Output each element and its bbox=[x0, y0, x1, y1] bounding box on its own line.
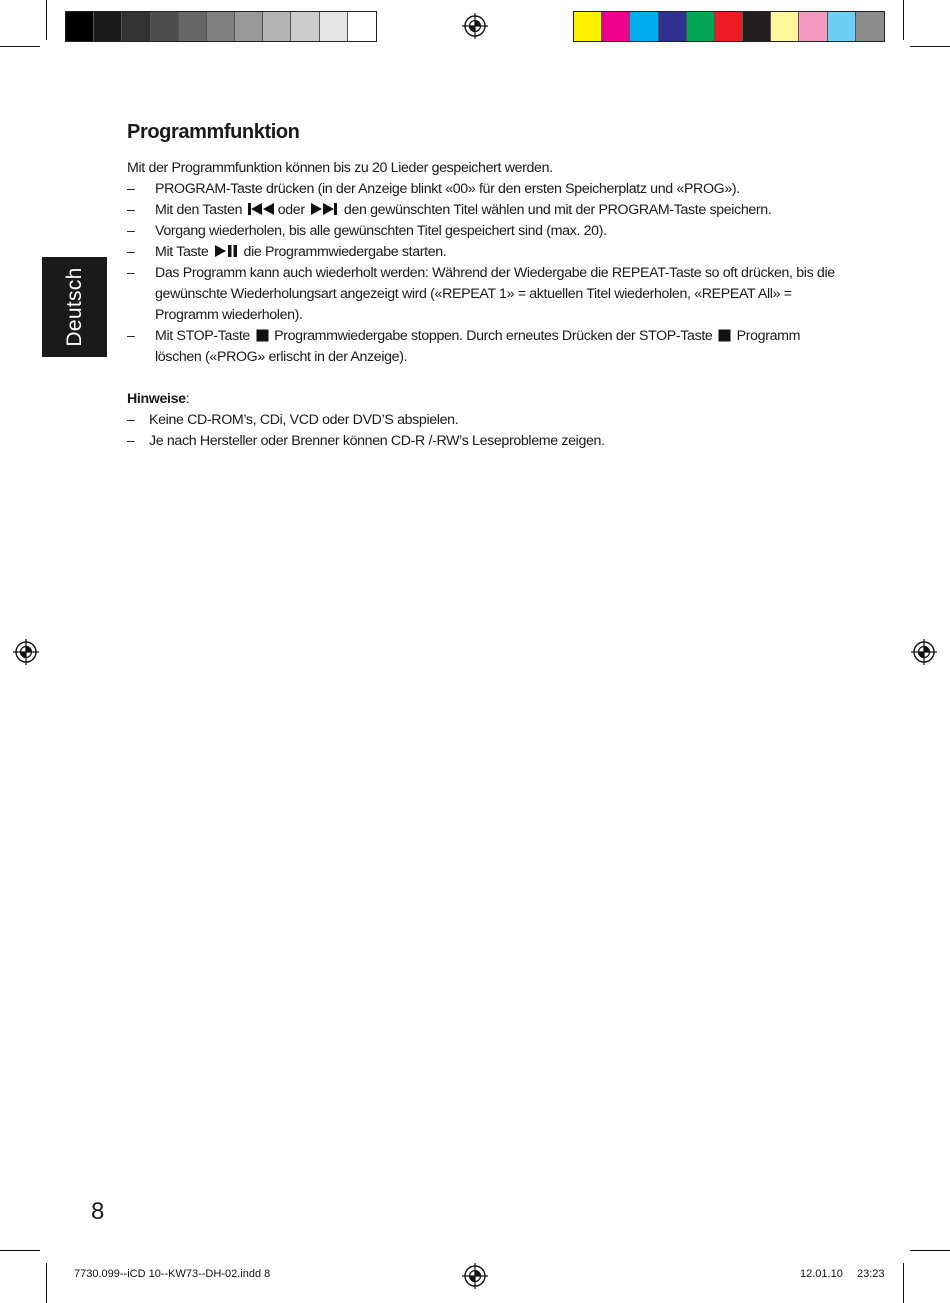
color-swatch bbox=[207, 12, 235, 41]
registration-mark-icon bbox=[13, 639, 39, 665]
step-text: Programm löschen («PROG» erlischt in der Anzeige). bbox=[155, 328, 801, 365]
skip-previous-icon bbox=[248, 202, 276, 216]
steps-list bbox=[127, 179, 847, 368]
list-dash: – bbox=[127, 265, 135, 281]
section-content bbox=[127, 118, 847, 452]
color-swatch bbox=[574, 12, 602, 41]
print-slug-time: 23:23 bbox=[857, 1268, 885, 1280]
page-number: 8 bbox=[91, 1198, 105, 1225]
step-text: die Programmwiedergabe starten. bbox=[243, 244, 447, 260]
color-swatch bbox=[743, 12, 771, 41]
crop-mark bbox=[910, 46, 950, 47]
list-dash: – bbox=[127, 412, 135, 428]
color-swatch bbox=[715, 12, 743, 41]
registration-mark-icon bbox=[462, 1263, 488, 1289]
notes-heading-line bbox=[127, 389, 847, 410]
print-slug-date: 12.01.10 bbox=[800, 1268, 843, 1280]
color-swatch bbox=[856, 12, 884, 41]
step-text: Mit Taste bbox=[155, 244, 209, 260]
step-text: oder bbox=[277, 202, 305, 218]
stop-icon bbox=[256, 329, 269, 342]
list-item bbox=[127, 242, 847, 263]
grayscale-color-bar bbox=[65, 11, 377, 42]
crop-mark bbox=[0, 1250, 40, 1251]
step-text: den gewünschten Titel wählen und mit der PROGRAM-Taste speichern. bbox=[343, 202, 772, 218]
crop-mark bbox=[46, 1263, 47, 1303]
color-swatch bbox=[235, 12, 263, 41]
list-item bbox=[127, 221, 847, 242]
color-swatch bbox=[263, 12, 291, 41]
color-swatch bbox=[348, 12, 376, 41]
list-dash: – bbox=[127, 202, 135, 218]
color-swatch bbox=[630, 12, 658, 41]
list-dash: – bbox=[127, 181, 135, 197]
list-dash: – bbox=[127, 433, 135, 449]
notes-heading: Hinweise bbox=[127, 391, 186, 407]
list-dash: – bbox=[127, 244, 135, 260]
skip-next-icon bbox=[310, 202, 338, 216]
color-swatch bbox=[179, 12, 207, 41]
crop-mark bbox=[903, 0, 904, 40]
color-swatch bbox=[320, 12, 348, 41]
list-item bbox=[127, 410, 847, 431]
color-swatch bbox=[687, 12, 715, 41]
list-dash: – bbox=[127, 328, 135, 344]
note-text: Keine CD-ROM’s, CDi, VCD oder DVD’S abspielen. bbox=[149, 412, 459, 428]
crop-mark bbox=[46, 0, 47, 40]
notes-colon: : bbox=[185, 391, 190, 407]
step-text: Vorgang wiederholen, bis alle gewünschten Titel gespeichert sind (max. 20). bbox=[155, 223, 607, 239]
color-swatch bbox=[799, 12, 827, 41]
color-swatch bbox=[151, 12, 179, 41]
stop-icon bbox=[718, 329, 731, 342]
step-text: Mit den Tasten bbox=[155, 202, 243, 218]
list-dash: – bbox=[127, 223, 135, 239]
step-text: PROGRAM-Taste drücken (in der Anzeige blinkt «00» für den ersten Speicherplatz und «PROG»). bbox=[155, 181, 740, 197]
crop-mark bbox=[910, 1250, 950, 1251]
step-text: Mit STOP-Taste bbox=[155, 328, 250, 344]
notes-list bbox=[127, 410, 847, 452]
step-text: Das Programm kann auch wiederholt werden: Während der Wiedergabe die REPEAT-Taste so oft drücken, bis die gewünschte Wiederholungsart angezeigt wird («REPEAT 1» = aktuellen Titel wiederholen, «REPEAT All» = Programm wiederholen). bbox=[155, 265, 835, 323]
print-slug-file: 7730.099--iCD 10--KW73--DH-02.indd 8 bbox=[74, 1268, 271, 1280]
list-item bbox=[127, 200, 847, 221]
play-pause-icon bbox=[214, 244, 238, 258]
note-text: Je nach Hersteller oder Brenner können CD-R /-RW’s Leseprobleme zeigen. bbox=[149, 433, 605, 449]
color-swatch bbox=[828, 12, 856, 41]
color-swatch bbox=[291, 12, 319, 41]
registration-mark-icon bbox=[462, 13, 488, 39]
process-color-bar bbox=[573, 11, 885, 42]
list-item bbox=[127, 431, 847, 452]
color-swatch bbox=[602, 12, 630, 41]
crop-mark bbox=[903, 1263, 904, 1303]
section-intro: Mit der Programmfunktion können bis zu 20 Lieder gespeichert werden. bbox=[127, 160, 553, 176]
color-swatch bbox=[659, 12, 687, 41]
language-tab-label: Deutsch bbox=[62, 267, 86, 347]
list-item bbox=[127, 326, 847, 368]
section-title: Programmfunktion bbox=[127, 121, 300, 143]
color-swatch bbox=[66, 12, 94, 41]
color-swatch bbox=[771, 12, 799, 41]
list-item bbox=[127, 179, 847, 200]
list-item bbox=[127, 263, 847, 326]
color-swatch bbox=[122, 12, 150, 41]
language-tab bbox=[42, 257, 107, 357]
registration-mark-icon bbox=[911, 639, 937, 665]
crop-mark bbox=[0, 46, 40, 47]
step-text: Programmwiedergabe stoppen. Durch erneutes Drücken der STOP-Taste bbox=[274, 328, 713, 344]
color-swatch bbox=[94, 12, 122, 41]
